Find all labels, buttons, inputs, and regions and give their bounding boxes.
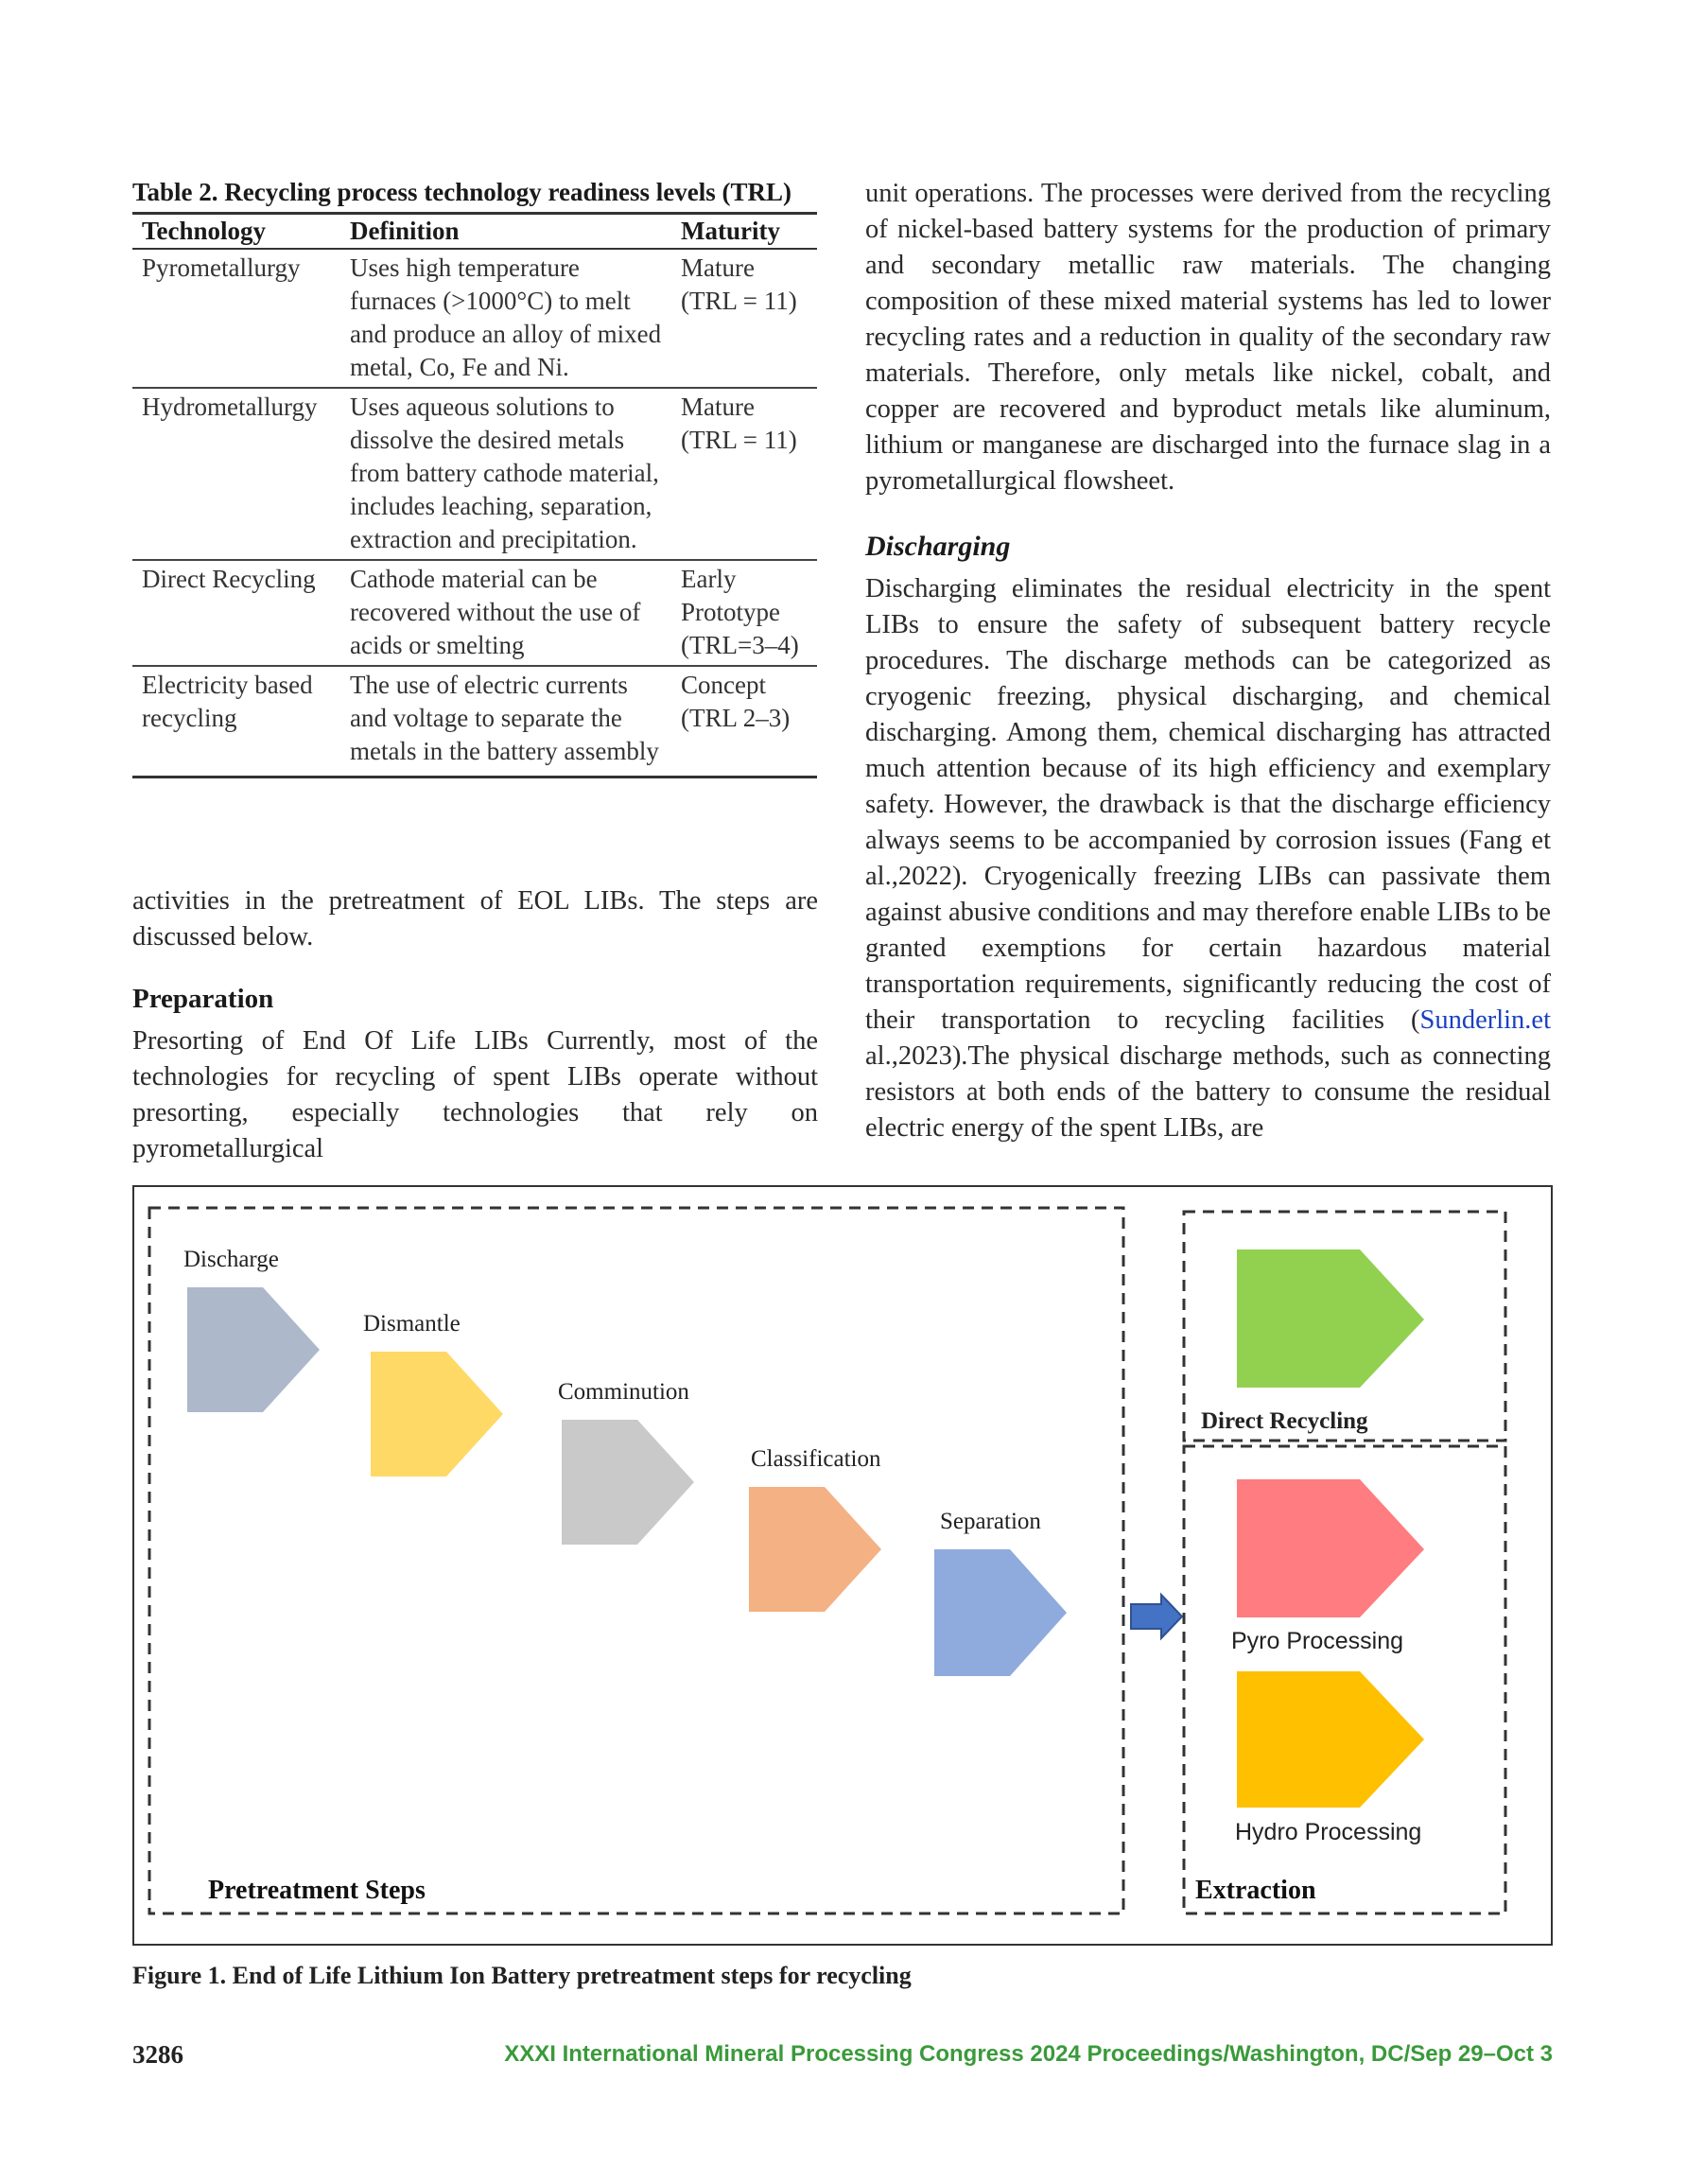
header-technology: Technology: [132, 214, 340, 250]
table-title: Table 2. Recycling process technology readiness levels (TRL): [132, 178, 791, 206]
extraction-direct-recycling: [1201, 1249, 1424, 1434]
cell-definition: Uses high temperature furnaces (>1000°C) to melt and produce an alloy of mixed metal, Co, Fe and Ni.: [340, 249, 671, 388]
right-paragraph-1: unit operations. The processes were derived from the recycling of nickel-based battery systems for the production of primary and secondary metallic raw materials. The changing composition of these mixed material systems has led to lower recycling rates and a reduction in quality of the secondary raw materials. Therefore, only metals like nickel, cobalt, and copper are recovered and byproduct metals like aluminum, lithium or manganese are discharged into the furnace slag in a pyrometallurgical flowsheet.: [865, 179, 1551, 496]
discharge-label: Discharge: [183, 1247, 279, 1272]
page-number: 3286: [132, 2040, 183, 2069]
step-classification: [749, 1446, 881, 1612]
table-row: [132, 388, 817, 560]
right-column: [865, 176, 1551, 1146]
cell-definition: Uses aqueous solutions to dissolve the desired metals from battery cathode material, includes leaching, separation, extraction and precipitation.: [340, 388, 671, 560]
cell-definition: The use of electric currents and voltage to separate the metals in the battery assembly: [340, 666, 671, 778]
trl-table: [132, 212, 817, 778]
pyro-pentagon: [1237, 1479, 1424, 1617]
hydro-label: Hydro Processing: [1235, 1819, 1422, 1845]
step-discharge: [183, 1247, 320, 1412]
direct-recycling-label: Direct Recycling: [1201, 1408, 1368, 1434]
pretreatment-steps-label: Pretreatment Steps: [208, 1876, 426, 1905]
step-separation: [934, 1509, 1067, 1676]
table-row: [132, 249, 817, 388]
cell-technology: Pyrometallurgy: [132, 249, 340, 388]
separation-pentagon: [934, 1549, 1067, 1676]
cell-maturity: Concept (TRL 2–3): [671, 666, 817, 778]
separation-label: Separation: [940, 1509, 1041, 1534]
discharging-text-a: Discharging eliminates the residual electricity in the spent LIBs to ensure the safety of subsequent battery recycle procedures. The discharge methods can be categorized as cryogenic freezing, physical discharging, and chemical discharging. Among them, chemical discharging has attracted much attention because of its high efficiency and exemplary safety. However, the drawback is that the discharge efficiency always seems to be accompanied by corrosion issues (Fang et al.,2022). Cryogenically freezing LIBs can passivate them against abusive conditions and may therefore enable LIBs to be granted exemptions for certain hazardous material transportation requirements, significantly reducing the cost of their transportation to recycling facilities (: [865, 574, 1551, 1035]
direct-recycling-pentagon: [1237, 1249, 1424, 1388]
flow-arrow-icon: [1131, 1595, 1182, 1638]
table-row: [132, 560, 817, 666]
conference-footer: XXXI International Mineral Processing Congress 2024 Proceedings/Washington, DC/Sep 29–Oct 3: [504, 2041, 1553, 2067]
table-header-row: [132, 214, 817, 250]
discharge-pentagon: [187, 1287, 320, 1412]
cell-technology: Direct Recycling: [132, 560, 340, 666]
pretreatment-diagram: [134, 1187, 1551, 1944]
cell-maturity: Mature (TRL = 11): [671, 249, 817, 388]
step-comminution: [558, 1379, 694, 1545]
cell-technology: Electricity based recycling: [132, 666, 340, 778]
cell-maturity: Early Prototype (TRL=3–4): [671, 560, 817, 666]
figure-1: [132, 1185, 1553, 1946]
pyro-label: Pyro Processing: [1231, 1628, 1404, 1654]
classification-label: Classification: [751, 1446, 881, 1472]
left-column: [132, 883, 818, 1167]
header-maturity: Maturity: [671, 214, 817, 250]
step-dismantle: [363, 1311, 503, 1476]
discharging-heading: Discharging: [865, 531, 1011, 562]
comminution-label: Comminution: [558, 1379, 689, 1405]
table-row: [132, 666, 817, 778]
dismantle-label: Dismantle: [363, 1311, 461, 1337]
classification-pentagon: [749, 1487, 881, 1612]
header-definition: Definition: [340, 214, 671, 250]
cell-definition: Cathode material can be recovered without the use of acids or smelting: [340, 560, 671, 666]
discharging-text-b: al.,2023).The physical discharge methods, such as connecting resistors at both ends of the battery to consume the residual electric energy of the spent LIBs, are: [865, 1041, 1551, 1143]
citation-link[interactable]: Sunderlin.et: [1419, 1005, 1551, 1035]
extraction-label: Extraction: [1195, 1876, 1316, 1905]
figure-caption: Figure 1. End of Life Lithium Ion Battery pretreatment steps for recycling: [132, 1962, 912, 1989]
comminution-pentagon: [562, 1420, 694, 1545]
left-intro-paragraph: activities in the pretreatment of EOL LIBs. The steps are discussed below.: [132, 886, 818, 952]
preparation-heading: Preparation: [132, 984, 274, 1014]
cell-technology: Hydrometallurgy: [132, 388, 340, 560]
preparation-paragraph: Presorting of End Of Life LIBs Currently, most of the technologies for recycling of spent LIBs operate without presorting, especially technologies that rely on pyrometallurgical: [132, 1026, 818, 1163]
table-2: [132, 176, 817, 778]
hydro-pentagon: [1237, 1671, 1424, 1808]
dismantle-pentagon: [371, 1352, 503, 1476]
extraction-pyro: [1231, 1479, 1424, 1654]
discharging-paragraph: [865, 571, 1551, 1146]
extraction-hydro: [1235, 1671, 1424, 1845]
cell-maturity: Mature (TRL = 11): [671, 388, 817, 560]
